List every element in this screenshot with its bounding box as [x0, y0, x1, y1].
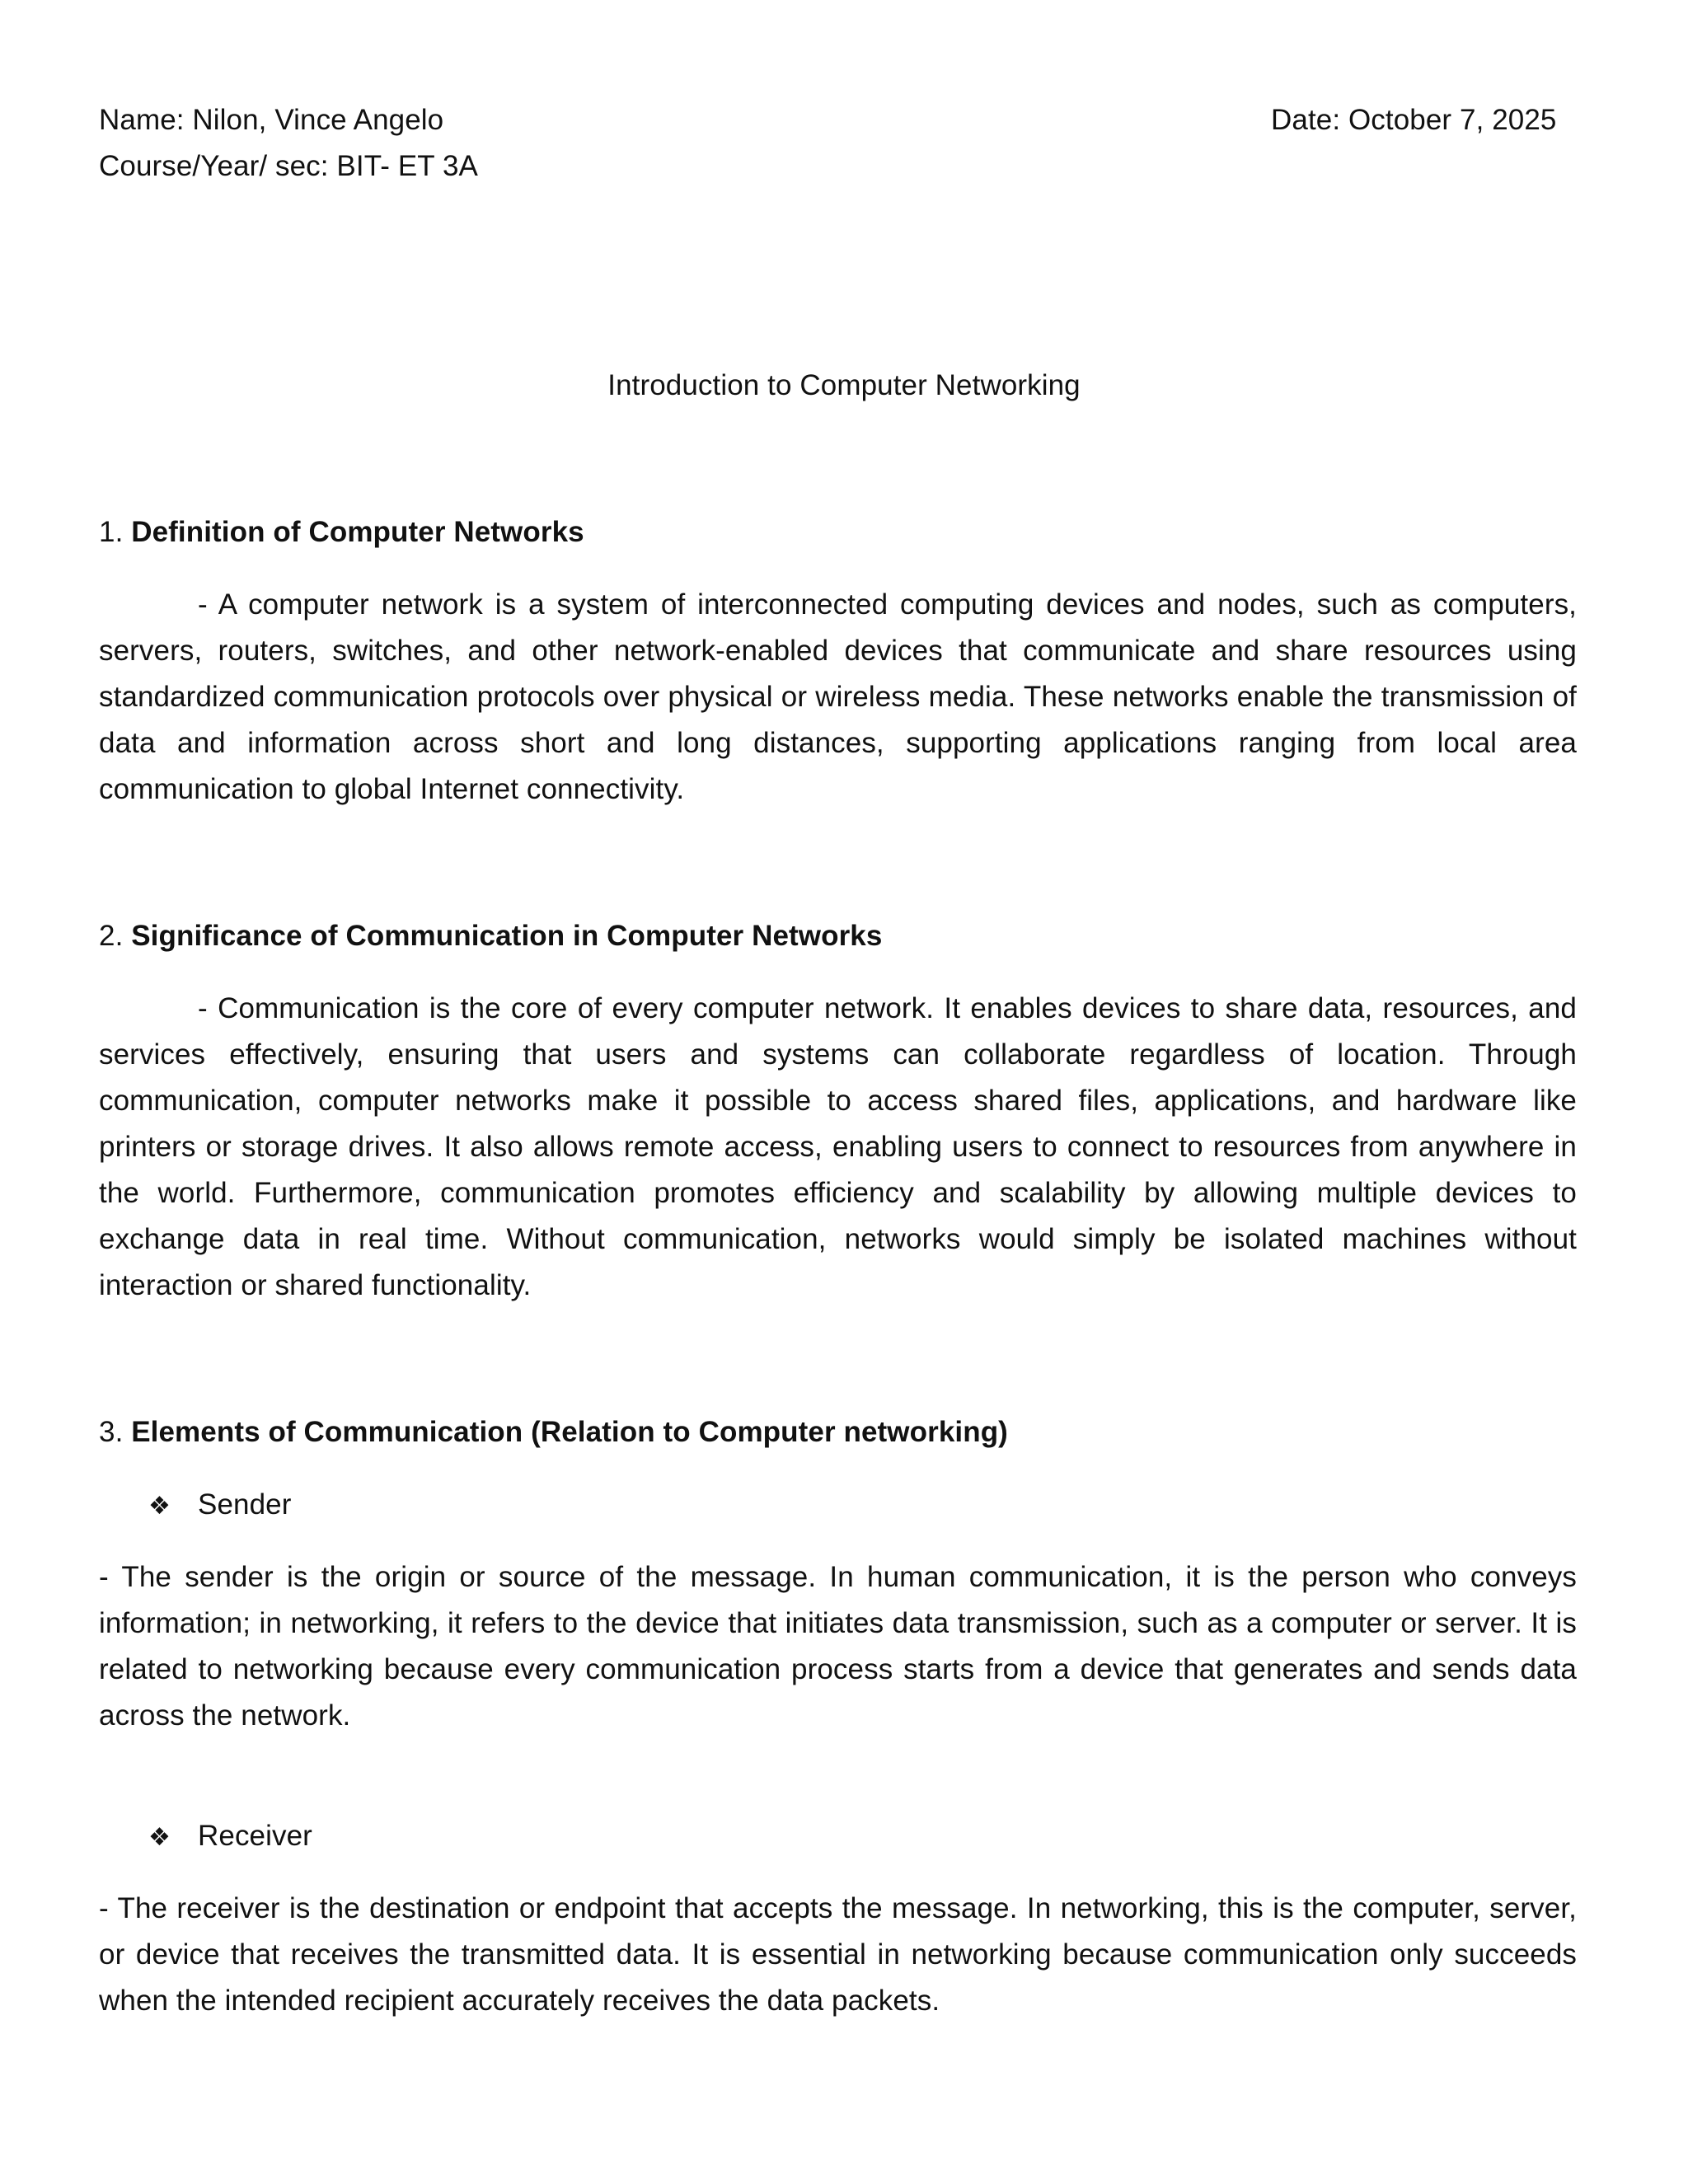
section-heading-elements — [99, 1409, 1008, 1455]
section-title: Definition of Computer Networks — [131, 516, 584, 548]
section-number: 3. — [99, 1416, 124, 1448]
significance-paragraph: - Communication is the core of every computer network. It enables devices to share data, resources, and services effectively, ensuring that users and systems can collaborate regardless of location. Through communication, computer networks make it possible to access shared files, applications, and hardware like printers or storage drives. It also allows remote access, enabling users to connect to resources from anywhere in the world. Furthermore, communication promotes efficiency and scalability by allowing multiple devices to exchange data in real time. Without communication, networks would simply be isolated machines without interaction or shared functionality. — [99, 992, 1577, 1301]
section-number: 1. — [99, 516, 124, 548]
course-year-section: Course/Year/ sec: BIT- ET 3A — [99, 150, 478, 182]
receiver-paragraph: - The receiver is the destination or endpoint that accepts the message. In networking, this is the computer, server, or device that receives the transmitted data. It is essential in networking because communication only succeeds when the intended recipient accurately receives the data packets. — [99, 1892, 1577, 2017]
section-title: Significance of Communication in Computer Networks — [131, 920, 883, 952]
document-date: Date: October 7, 2025 — [1271, 104, 1557, 136]
section-title: Elements of Communication (Relation to Computer networking) — [131, 1416, 1008, 1448]
diamond-bullet-icon: ❖ — [148, 1823, 171, 1852]
bullet-label: Sender — [198, 1488, 292, 1521]
student-name: Name: Nilon, Vince Angelo — [99, 104, 444, 136]
section-number: 2. — [99, 920, 124, 952]
bullet-item-sender — [148, 1482, 291, 1530]
document-title: Introduction to Computer Networking — [607, 369, 1081, 401]
definition-paragraph: - A computer network is a system of interconnected computing devices and nodes, such as computers, servers, routers, switches, and other network-enabled devices that communicate and share resources using standardized communication protocols over physical or wireless media. These networks enable the transmission of data and information across short and long distances, supporting applications ranging from local area communication to global Internet connectivity. — [99, 588, 1577, 805]
sender-paragraph: - The sender is the origin or source of the message. In human communication, it is the person who conveys information; in networking, it refers to the device that initiates data transmission, such as a computer or server. It is related to networking because every communication process starts from a device that generates and sends data across the network. — [99, 1561, 1577, 1732]
section-heading-definition — [99, 509, 584, 555]
diamond-bullet-icon: ❖ — [148, 1492, 171, 1521]
student-info — [99, 97, 478, 190]
bullet-label: Receiver — [198, 1820, 312, 1852]
section-heading-significance — [99, 913, 882, 959]
bullet-item-receiver — [148, 1813, 312, 1861]
